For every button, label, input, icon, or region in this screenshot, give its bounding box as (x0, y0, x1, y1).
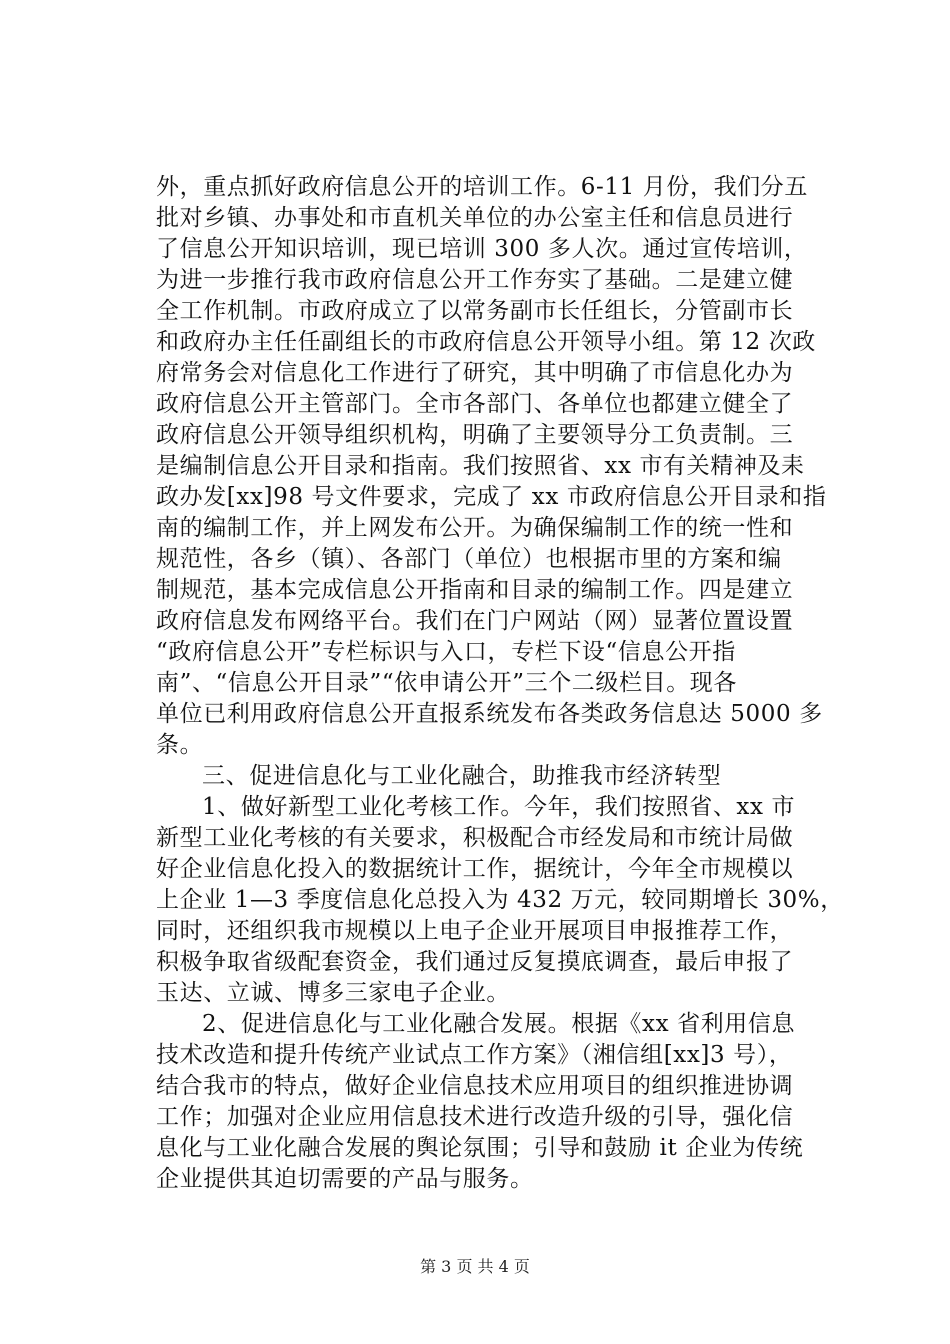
section-heading: 三、促进信息化与工业化融合，助推我市经济转型 (202, 763, 722, 789)
text-line: 同时，还组织我市规模以上电子企业开展项目申报推荐工作， (156, 918, 794, 944)
text-line: 全工作机制。市政府成立了以常务副市长任组长，分管副市长 (156, 298, 794, 324)
text-line: 是编制信息公开目录和指南。我们按照省、xx 市有关精神及耒 (156, 453, 805, 479)
text-line: 制规范，基本完成信息公开指南和目录的编制工作。四是建立 (156, 577, 794, 603)
text-line: 政府信息发布网络平台。我们在门户网站（网）显著位置设置 (156, 608, 794, 634)
text-line: 政办发[xx]98 号文件要求，完成了 xx 市政府信息公开目录和指 (156, 484, 827, 510)
text-line: 工作；加强对企业应用信息技术进行改造升级的引导，强化信 (156, 1104, 794, 1130)
text-line: 玉达、立诚、博多三家电子企业。 (156, 980, 510, 1006)
text-line: 政府信息公开领导组织机构，明确了主要领导分工负责制。三 (156, 422, 794, 448)
text-line: 上企业 1—3 季度信息化总投入为 432 万元，较同期增长 30%， (156, 887, 844, 913)
text-line: 息化与工业化融合发展的舆论氛围；引导和鼓励 it 企业为传统 (156, 1135, 804, 1161)
text-line: 府常务会对信息化工作进行了研究，其中明确了市信息化办为 (156, 360, 794, 386)
text-line: 南的编制工作，并上网发布公开。为确保编制工作的统一性和 (156, 515, 794, 541)
text-line: 技术改造和提升传统产业试点工作方案》（湘信组[xx]3 号）， (156, 1042, 793, 1068)
paragraph-start-line: 1、做好新型工业化考核工作。今年，我们按照省、xx 市 (202, 794, 796, 820)
text-line: 政府信息公开主管部门。全市各部门、各单位也都建立健全了 (156, 391, 794, 417)
text-line: 规范性，各乡（镇）、各部门（单位）也根据市里的方案和编 (156, 546, 782, 572)
text-line: 新型工业化考核的有关要求，积极配合市经发局和市统计局做 (156, 825, 794, 851)
text-line: 批对乡镇、办事处和市直机关单位的办公室主任和信息员进行 (156, 205, 794, 231)
text-line: 单位已利用政府信息公开直报系统发布各类政务信息达 5000 多 (156, 701, 823, 727)
text-line: 了信息公开知识培训，现已培训 300 多人次。通过宣传培训， (156, 236, 808, 262)
text-line: 条。 (156, 732, 204, 758)
text-line: 为进一步推行我市政府信息公开工作夯实了基础。二是建立健 (156, 267, 794, 293)
document-body (156, 172, 846, 1195)
page-number-footer: 第 3 页 共 4 页 (420, 1257, 530, 1276)
paragraph-start-line: 2、促进信息化与工业化融合发展。根据《xx 省利用信息 (202, 1011, 796, 1037)
text-line: 外，重点抓好政府信息公开的培训工作。6-11 月份，我们分五 (156, 174, 808, 200)
text-line: “政府信息公开”专栏标识与入口，专栏下设“信息公开指 (156, 639, 736, 665)
text-line: 好企业信息化投入的数据统计工作，据统计，今年全市规模以 (156, 856, 794, 882)
text-line: 企业提供其迫切需要的产品与服务。 (156, 1166, 534, 1192)
text-line: 和政府办主任任副组长的市政府信息公开领导小组。第 12 次政 (156, 329, 816, 355)
text-line: 南”、“信息公开目录”“依申请公开”三个二级栏目。现各 (156, 670, 737, 696)
text-line: 结合我市的特点，做好企业信息技术应用项目的组织推进协调 (156, 1073, 794, 1099)
text-line: 积极争取省级配套资金，我们通过反复摸底调查，最后申报了 (156, 949, 794, 975)
